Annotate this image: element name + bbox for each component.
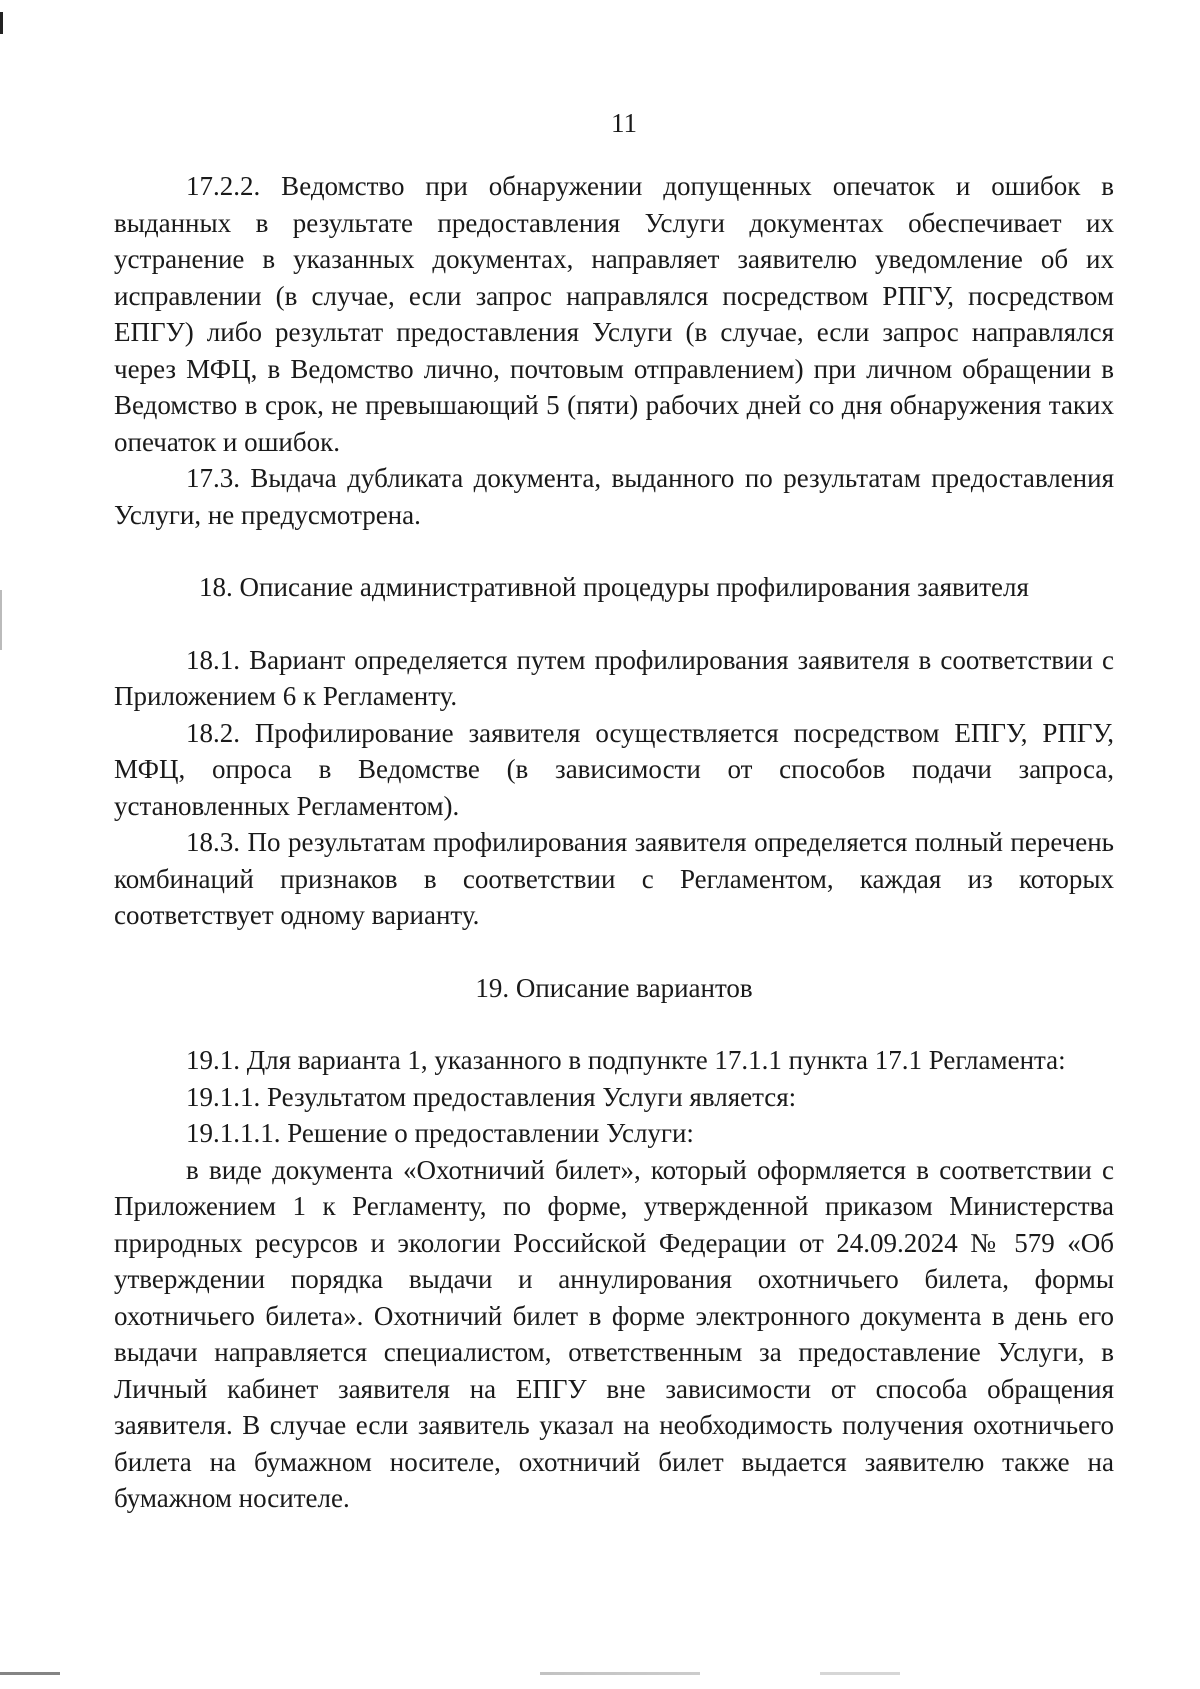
paragraph-19-1-1-1: 19.1.1.1. Решение о предоставлении Услуги:: [186, 1118, 694, 1148]
document-body: [114, 168, 1114, 1517]
section-18-heading: 18. Описание административной процедуры профилирования заявителя: [199, 572, 1029, 602]
scan-artifact-bottom-edge: [0, 1672, 1200, 1675]
paragraph-18-2: 18.2. Профилирование заявителя осуществляется посредством ЕПГУ, РПГУ, МФЦ, опроса в Ведомстве (в зависимости от способов подачи запроса, установленных Регламентом).: [114, 717, 1114, 821]
scan-artifact-mark: [0, 12, 3, 34]
paragraph-18-3: 18.3. По результатам профилирования заявителя определяется полный перечень комбинаций признаков в соответствии с Регламентом, каждая из которых соответствует одному варианту.: [114, 827, 1114, 930]
paragraph-17-2-2: 17.2.2. Ведомство при обнаружении допущенных опечаток и ошибок в выданных в результате предоставления Услуги документах обеспечивает их устранение в указанных документах, направляет заявителю уведомление об их исправлении (в случае, если запрос направлялся посредством РПГУ, посредством ЕПГУ) либо результат предоставления Услуги (в случае, если запрос направлялся через МФЦ, в Ведомство лично, почтовым отправлением) при личном обращении в Ведомство в срок, не превышающий 5 (пяти) рабочих дней со дня обнаружения таких опечаток и ошибок.: [114, 171, 1114, 457]
scan-artifact-mark: [0, 590, 2, 650]
paragraph-19-1: 19.1. Для варианта 1, указанного в подпункте 17.1.1 пункта 17.1 Регламента:: [186, 1045, 1066, 1075]
paragraph-17-3: 17.3. Выдача дубликата документа, выданного по результатам предоставления Услуги, не предусмотрена.: [114, 463, 1114, 530]
paragraph-19-1-1: 19.1.1. Результатом предоставления Услуги является:: [186, 1081, 797, 1112]
paragraph-18-1: 18.1. Вариант определяется путем профилирования заявителя в соответствии с Приложением 6 к Регламенту.: [114, 644, 1114, 711]
paragraph-decision-description: в виде документа «Охотничий билет», который оформляется в соответствии с Приложением 1 к Регламенту, по форме, утвержденной приказом Министерства природных ресурсов и экологии Российской Федерации от 24.09.2024 № 579 «Об утверждении порядка выдачи и аннулирования охотничьего билета, формы охотничьего билета». Охотничий билет в форме электронного документа в день его выдачи направляется специалистом, ответственным за предоставление Услуги, в Личный кабинет заявителя на ЕПГУ вне зависимости от способа обращения заявителя. В случае если заявитель указал на необходимость получения охотничьего билета на бумажном носителе, охотничий билет выдается заявителю также на бумажном носителе.: [114, 1154, 1114, 1513]
page-number: 11: [611, 108, 637, 138]
section-19-heading: 19. Описание вариантов: [475, 972, 753, 1003]
